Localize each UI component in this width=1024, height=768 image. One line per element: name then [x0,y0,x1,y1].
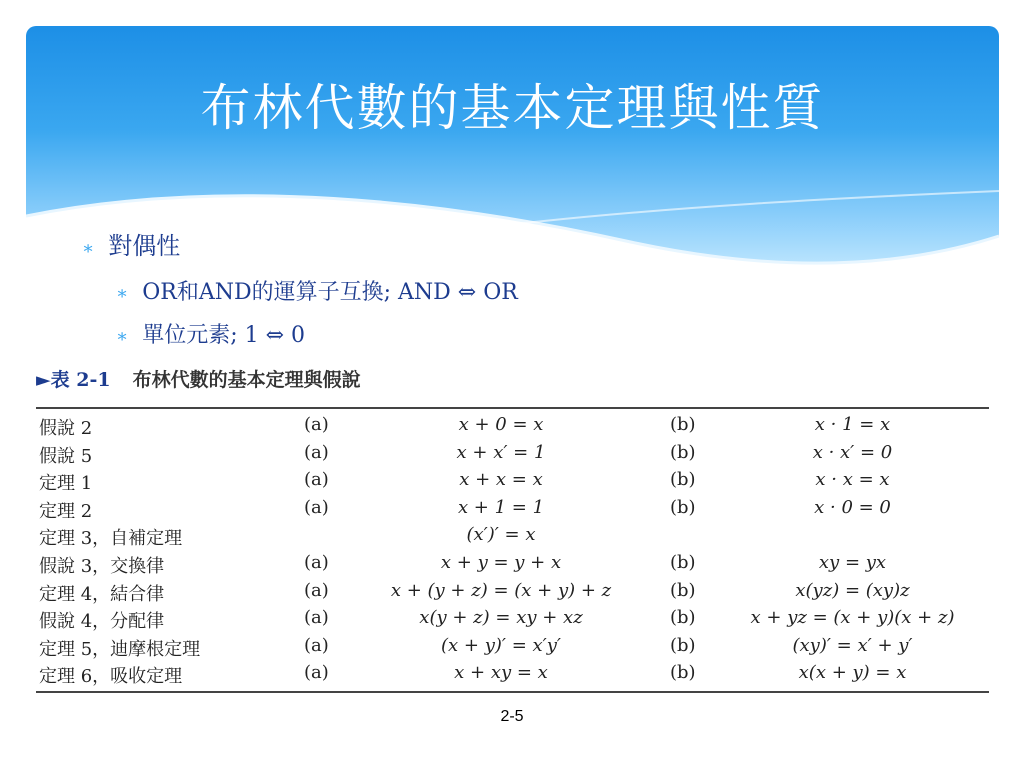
theorem-name: 定理 3，自補定理 [39,528,183,550]
label-b: (b) [670,662,696,684]
bullet-operator-swap [116,275,518,306]
theorem-name: 假說 2 [39,418,93,439]
formula-b: x(x + y) = x [798,662,907,684]
formula-b: x + yz = (x + y)(x + z) [750,607,955,629]
theorem-name: 假說 5 [39,445,93,467]
label-b: (b) [670,552,696,573]
label-b: (b) [670,634,696,656]
label-a: (a) [304,496,329,518]
label-a: (a) [304,469,329,491]
formula-a: x + xy = x [454,662,548,684]
formula-a: x + x = x [459,469,543,491]
label-a: (a) [304,607,329,629]
formula-a: x + y = y + x [440,552,562,573]
label-b: (b) [670,496,696,518]
formula-b: x · 1 = x [814,414,891,435]
formula-b: x · 0 = 0 [814,496,891,518]
formula-a: x(y + z) = xy + xz [419,607,583,629]
table-row [36,550,989,578]
bullet-text: 對偶性 [108,232,181,260]
theorem-name: 假說 4，分配律 [39,611,165,633]
label-b: (b) [670,414,696,435]
bullet-star-icon: ∗ [82,238,95,259]
label-a: (a) [304,662,329,684]
table-top-rule [36,407,989,409]
bullet-star-icon: ∗ [116,326,129,347]
theorem-name: 定理 2 [39,500,93,522]
label-a: (a) [304,414,329,435]
table-row [36,578,989,606]
table-row [36,467,989,495]
table-row [36,412,989,440]
table-row [36,633,989,661]
bullet-duality [82,226,180,261]
formula-b: (xy)′ = x′ + y′ [792,634,913,656]
page-number: 2-5 [500,708,524,725]
bullet-identity-swap [116,318,305,349]
label-b: (b) [670,607,696,629]
label-a: (a) [304,579,329,601]
table-tag: ►表 2-1 [36,369,111,391]
formula-a: x + 1 = 1 [457,496,545,518]
formula-b: x · x′ = 0 [812,441,893,463]
theorem-name: 定理 4，結合律 [39,583,165,605]
table-caption-text: 布林代數的基本定理與假說 [132,369,361,391]
table-row [36,495,989,523]
label-b: (b) [670,579,696,601]
theorem-name: 定理 6，吸收定理 [39,666,183,688]
theorem-name: 定理 5，迪摩根定理 [39,638,201,660]
bullet-star-icon: ∗ [116,283,129,304]
formula-a: (x + y)′ = x′y′ [441,634,561,656]
label-a: (a) [304,634,329,656]
table-caption [36,365,361,392]
table-bottom-rule [36,691,989,693]
bullet-text: OR和AND的運算子互換; AND ⇔ OR [142,280,518,305]
formula-a: (x′)′ = x [466,524,536,546]
table-row [36,605,989,633]
formula-b: x(yz) = (xy)z [795,579,910,601]
formula-b: x · x = x [815,469,890,491]
formula-a: x + 0 = x [458,414,544,435]
label-a: (a) [304,552,329,573]
table-row [36,440,989,468]
theorem-name: 假說 3，交換律 [39,556,165,577]
label-a: (a) [304,441,329,463]
table-row [36,522,989,550]
formula-a: x + (y + z) = (x + y) + z [390,579,612,601]
label-b: (b) [670,469,696,491]
label-b: (b) [670,441,696,463]
table-row [36,660,989,688]
theorem-name: 定理 1 [39,473,93,495]
formula-b: xy = yx [818,552,887,573]
formula-a: x + x′ = 1 [456,441,546,463]
bullet-text: 單位元素; 1 ⇔ 0 [142,323,306,348]
slide-title: 布林代數的基本定理與性質 [200,79,825,137]
